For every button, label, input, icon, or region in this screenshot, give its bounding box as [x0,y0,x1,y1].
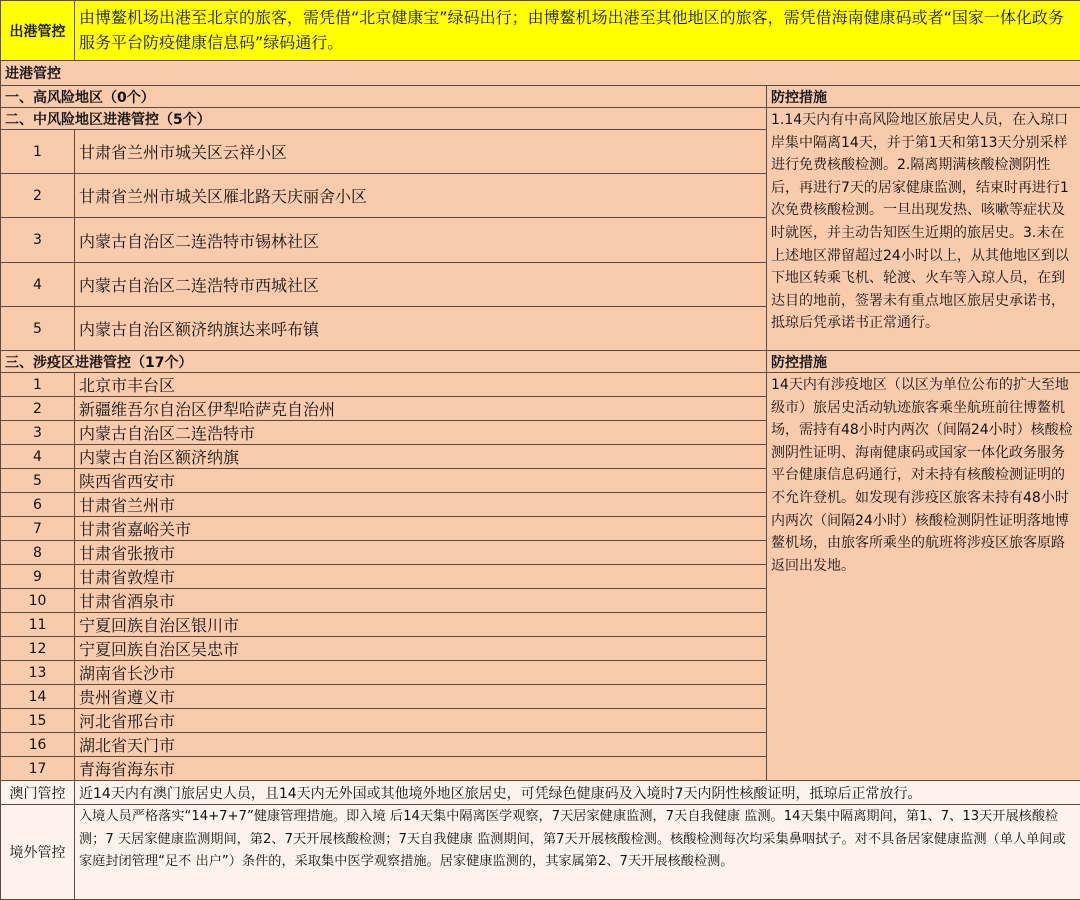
row-number: 10 [1,589,75,613]
row-number: 2 [1,174,75,218]
area-name: 内蒙古自治区额济纳旗 [75,445,767,469]
medium-risk-measures: 1.14天内有中高风险地区旅居史人员，在入琼口岸集中隔离14天，并于第1天和第13天分别采样进行免费核酸检测。2.隔离期满核酸检测阴性后，再进行7天的居家健康监测，结束时再进行1次免费核酸检测。一旦出现发热、咳嗽等症状及时就医，并主动告知医生近期的旅居史。3.未在上述地区滞留超过24小时以上，从其他地区到以下地区转乘飞机、轮渡、火车等入琼人员，在到达目的地前，签署未有重点地区旅居史承诺书，抵琼后凭承诺书正常通行。 [767,108,1080,351]
row-number: 16 [1,733,75,757]
row-number: 5 [1,307,75,351]
row-number: 15 [1,709,75,733]
row-number: 7 [1,517,75,541]
area-name: 内蒙古自治区二连浩特市 [75,421,767,445]
area-name: 内蒙古自治区二连浩特市西城社区 [75,263,767,307]
outbound-text: 由博鳌机场出港至北京的旅客，需凭借“北京健康宝”绿码出行；由博鳌机场出港至其他地区的旅客，需凭借海南健康码或者“国家一体化政务服务平台防疫健康信息码”绿码通行。 [75,1,1080,61]
row-number: 5 [1,469,75,493]
high-risk-measures-header: 防控措施 [767,86,1080,108]
area-name: 贵州省遵义市 [75,685,767,709]
area-name: 北京市丰台区 [75,373,767,397]
epidemic-header-row [1,351,1080,373]
row-number: 1 [1,130,75,174]
area-name: 甘肃省张掖市 [75,541,767,565]
medium-risk-title: 二、中风险地区进港管控（5个） [1,108,767,130]
outbound-row [1,1,1080,61]
macau-text: 近14天内有澳门旅居史人员，且14天内无外国或其他境外地区旅居史，可凭绿色健康码及入境时7天内阴性核酸证明，抵琼后正常放行。 [75,781,1080,805]
area-name: 甘肃省兰州市城关区云祥小区 [75,130,767,174]
epidemic-measures: 14天内有涉疫地区（以区为单位公布的扩大至地级市）旅居史活动轨迹旅客乘坐航班前往博鳌机场，需持有48小时内两次（间隔24小时）核酸检测阴性证明、海南健康码或国家一体化政务服务平台健康信息码通行，对未持有核酸检测证明的不允许登机。如发现有涉疫区旅客未持有48小时内两次（间隔24小时）核酸检测阴性证明落地博鳌机场，由旅客所乘坐的航班将涉疫区旅客原路返回出发地。 [767,373,1080,781]
area-name: 陕西省西安市 [75,469,767,493]
medium-risk-header-row [1,108,1080,130]
row-number: 12 [1,637,75,661]
row-number: 14 [1,685,75,709]
high-risk-row [1,86,1080,108]
macau-label: 澳门管控 [1,781,75,805]
row-number: 4 [1,445,75,469]
overseas-label: 境外管控 [1,805,75,900]
area-name: 内蒙古自治区额济纳旗达来呼布镇 [75,307,767,351]
row-number: 3 [1,218,75,263]
epidemic-title: 三、涉疫区进港管控（17个） [1,351,767,373]
area-name: 内蒙古自治区二连浩特市锡林社区 [75,218,767,263]
area-name: 甘肃省酒泉市 [75,589,767,613]
macau-row [1,781,1080,805]
area-name: 甘肃省敦煌市 [75,565,767,589]
row-number: 4 [1,263,75,307]
outbound-label: 出港管控 [1,1,75,61]
area-name: 湖北省天门市 [75,733,767,757]
overseas-row [1,805,1080,900]
row-number: 2 [1,397,75,421]
area-name: 甘肃省兰州市 [75,493,767,517]
row-number: 13 [1,661,75,685]
area-name: 甘肃省嘉峪关市 [75,517,767,541]
high-risk-title: 一、高风险地区（0个） [1,86,767,108]
row-number: 6 [1,493,75,517]
inbound-title-row [1,61,1080,86]
row-number: 8 [1,541,75,565]
area-name: 宁夏回族自治区银川市 [75,613,767,637]
area-name: 河北省邢台市 [75,709,767,733]
table-row [1,373,1080,397]
overseas-text: 入境人员严格落实“14+7+7”健康管理措施。即入境 后14天集中隔离医学观察，7天居家健康监测，7天自我健康 监测。14天集中隔离期间，第1、7、13天开展核酸检测；7 天居家健康监测期间，第2、7天开展核酸检测；7天自我健康 监测期间，第7天开展核酸检测。核酸检测每次均采集鼻咽拭子。对不具备居家健康监测（单人单间或家庭封闭管理“足不 出户”）条件的，采取集中医学观察措施。居家健康监测的，其家属第2、7天开展核酸检测。 [75,805,1080,900]
row-number: 11 [1,613,75,637]
area-name: 青海省海东市 [75,757,767,781]
row-number: 9 [1,565,75,589]
epidemic-measures-header: 防控措施 [767,351,1080,373]
area-name: 宁夏回族自治区吴忠市 [75,637,767,661]
area-name: 新疆维吾尔自治区伊犁哈萨克自治州 [75,397,767,421]
area-name: 甘肃省兰州市城关区雁北路天庆丽舍小区 [75,174,767,218]
inbound-title: 进港管控 [1,61,1080,86]
row-number: 17 [1,757,75,781]
row-number: 3 [1,421,75,445]
row-number: 1 [1,373,75,397]
area-name: 湖南省长沙市 [75,661,767,685]
